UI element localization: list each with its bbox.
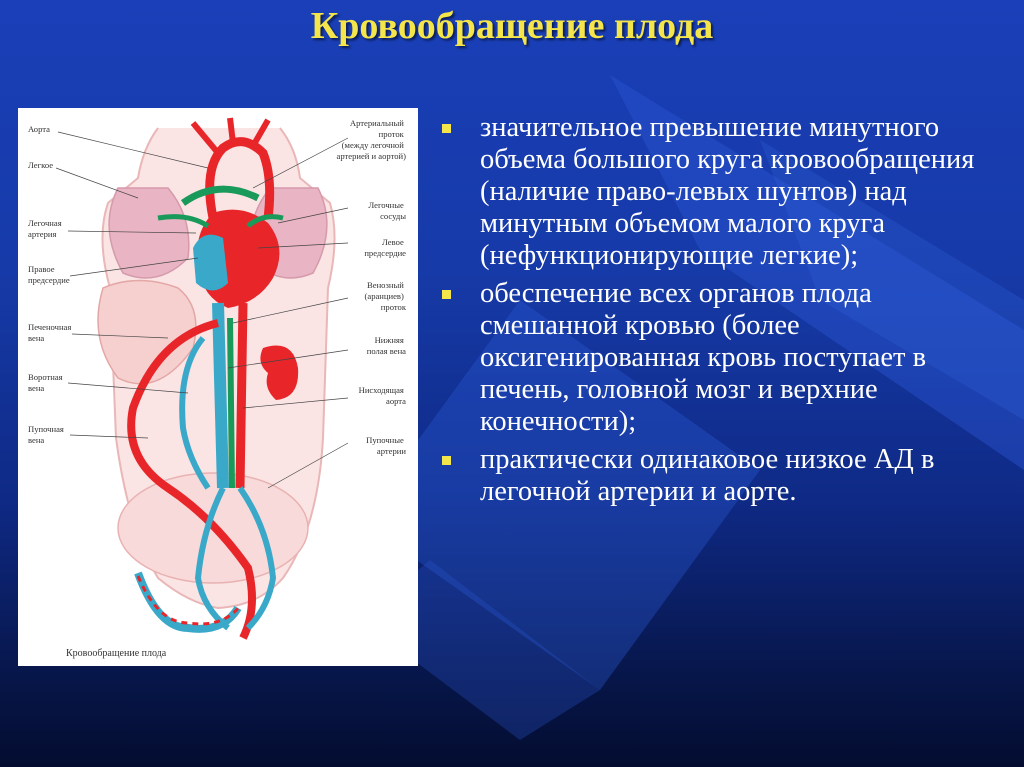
label-inferior-vena-cava: Нижняя полая вена: [366, 335, 406, 356]
label-ductus-arteriosus: Артериальный проток (между легочной артерией и аортой): [336, 118, 406, 161]
bullet-list: [440, 112, 980, 514]
label-umbilical-vein: Пупочная вена: [28, 424, 64, 445]
bullet-text: обеспечение всех органов плода смешанной кровью (более оксигенированная кровь поступает в печень, головной мозг и верхние конечности);: [480, 278, 927, 437]
circulation-diagram: [18, 108, 418, 666]
right-atrium: [193, 235, 228, 291]
label-pulmonary-vessels: Легочные сосуды: [368, 200, 406, 221]
slide-title: Кровообращение плода: [310, 5, 714, 47]
label-left-atrium: Левое предсердие: [364, 237, 406, 258]
bullet-text: значительное превышение минутного объема большого круга кровообращения (наличие право-левых шунтов) над минутным объемом малого круга (нефункционирующие легкие);: [480, 112, 975, 271]
label-right-atrium: Правое предсердие: [28, 264, 70, 285]
inferior-vena-cava: [218, 303, 223, 488]
descending-aorta: [240, 303, 243, 488]
bullet-square-icon: [442, 124, 451, 133]
label-descending-aorta: Нисходящая аорта: [358, 385, 406, 406]
label-hepatic-vein: Печеночная вена: [28, 322, 72, 343]
bullet-item: [440, 112, 980, 272]
circulation-figure: [18, 108, 418, 666]
label-aorta: Аорта: [28, 124, 50, 134]
label-umbilical-arteries: Пупочные артерии: [366, 435, 406, 456]
bullet-square-icon: [442, 456, 451, 465]
bullet-item: [440, 278, 980, 438]
label-lung: Легкое: [28, 160, 54, 170]
bullet-square-icon: [442, 290, 451, 299]
label-pulmonary-artery: Легочная артерия: [28, 218, 62, 239]
bullet-item: [440, 444, 980, 508]
bullet-text: практически одинаковое низкое АД в легочной артерии и аорте.: [480, 444, 935, 507]
figure-caption: Кровообращение плода: [66, 648, 167, 659]
label-ductus-venosus: Венозный (аранциев) проток: [364, 280, 406, 312]
label-portal-vein: Воротная вена: [28, 372, 63, 393]
